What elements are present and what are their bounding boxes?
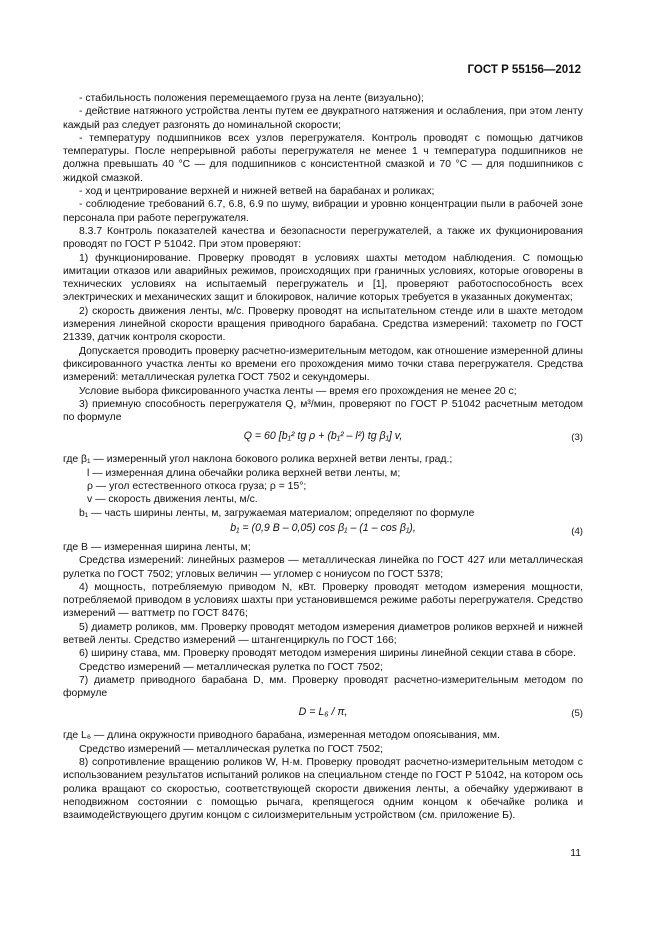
document-body — [63, 92, 583, 823]
formula-expression: b₁ = (0,9 B – 0,05) cos β₁ – (1 – cos β₁), — [230, 521, 416, 534]
definition: b₁ — часть ширины ленты, м, загружаемая материалом; определяют по формуле — [79, 507, 475, 519]
definition: v — скорость движения ленты, м/с. — [87, 494, 258, 506]
paragraph: Допускается проводить проверку расчетно-измерительным методом, как отношение измеренной длины фиксированного участка ленты ко времени его прохождения мимо точки става перегружателя. Средства измерений: металлическая рулетка ГОСТ 7502 и секундомеры. — [63, 345, 583, 384]
formula-expression: D = L₆ / π, — [298, 706, 348, 719]
definition: где B — измеренная ширина ленты, м; — [63, 541, 251, 553]
document-code: ГОСТ Р 55156—2012 — [467, 64, 581, 76]
list-item: 1) функционирование. Проверку проводят в условиях шахты методом наблюдения. С помощью имитации отказов или аварийных режимов, происходящих при граничных условиях, которые оговорены в технических условиях на испытаемый перегружатель и [1], проверяют работоспособность всех электрических и механических защит и блокировок, наличие которых требуется в указанных документах; — [63, 252, 583, 304]
list-item: 2) скорость движения ленты, м/с. Проверку проводят на испытательном стенде или в шахте методом измерения линейной скорости вращения приводного барабана. Средства измерений: тахометр по ГОСТ 21339, датчик контроля скорости. — [63, 305, 583, 344]
list-item: 7) диаметр приводного барабана D, мм. Проверку проводят расчетно-измерительным методом по формуле — [63, 674, 583, 700]
formula-5 — [63, 703, 583, 725]
formula-4-definitions — [63, 541, 583, 554]
formula-number: (4) — [571, 525, 583, 537]
definition: где L₆ — длина окружности приводного барабана, измеренная методом опоясывания, мм. — [63, 730, 500, 742]
formula-number: (5) — [571, 708, 583, 720]
formula-number: (3) — [571, 432, 583, 444]
formula-3 — [63, 427, 583, 449]
list-item: 8) сопротивление вращению роликов W, Н·м. Проверку проводят расчетно-измерительным методом с использованием результатов испытаний роликов на специальном стенде по ГОСТ Р 51042, на котором ось ролика вращают со скоростью, соответствующей скорости движения ленты, а обечайку удерживают в неподвижном состоянии с помощью рычага, крепящегося одним концом к обечайке ролика и взаимодействующего другим концом с силоизмерительным устройством (см. приложение Б). — [63, 757, 583, 822]
page-number: 11 — [570, 848, 581, 859]
list-item: 6) ширину става, мм. Проверку проводят методом измерения ширины линейной секции става в сборе. — [79, 648, 576, 660]
paragraph: Средство измерений — металлическая рулетка по ГОСТ 7502; — [79, 743, 383, 755]
paragraph: Средства измерений: линейных размеров — металлическая линейка по ГОСТ 427 или металлическая рулетка по ГОСТ 7502; угловых величин — угломер с нониусом по ГОСТ 5378; — [63, 555, 583, 580]
list-item: - соблюдение требований 6.7, 6.8, 6.9 по шуму, вибрации и уровню концентрации пыли в рабочей зоне персонала при работе перегружателя. — [63, 199, 583, 224]
list-item: - ход и центрирование верхней и нижней ветвей на барабанах и роликах; — [79, 186, 435, 198]
formula-expression: Q = 60 [b₁² tg ρ + (b₁² – l²) tg β₁] v, — [243, 430, 403, 443]
formula-4 — [63, 521, 583, 539]
list-item: - действие натяжного устройства ленты путем ее двукратного натяжения и ослабления, при этом ленту каждый раз следует разгонять до номинальной скорости; — [63, 106, 583, 131]
formula-3-definitions — [63, 453, 583, 519]
paragraph: Условие выбора фиксированного участка ленты — время его прохождения не менее 20 с; — [79, 385, 517, 397]
definition: ρ — угол естественного откоса груза; ρ = 15°; — [87, 481, 307, 493]
list-item: 3) приемную способность перегружателя Q, м³/мин, проверяют по ГОСТ Р 51042 расчетным методом по формуле — [63, 398, 583, 424]
list-item: - стабильность положения перемещаемого груза на ленте (визуально); — [79, 93, 424, 104]
list-item: 5) диаметр роликов, мм. Проверку проводят методом измерения диаметров роликов верхней и нижней ветвей ленты. Средство измерений — штангенциркуль по ГОСТ 166; — [63, 621, 583, 646]
list-item: 4) мощность, потребляемую приводом N, кВт. Проверку проводят методом измерения мощности, потребляемой приводом в условиях шахты при установившемся режиме работы перегружателя. Средство измерений — ваттметр по ГОСТ 8476; — [63, 581, 583, 620]
clause-8-3-7: 8.3.7 Контроль показателей качества и безопасности перегружателей, а также их фукционирования проводят по ГОСТ Р 51042. При этом проверяют: — [63, 225, 583, 251]
list-item: - температуру подшипников всех узлов перегружателя. Контроль проводят с помощью датчиков температуры. После непрерывной работы перегружателя не менее 1 ч температура подшипников не должна превышать 40 °С — для подшипников с консистентной смазкой и 70 °С — для подшипников с жидкой смазкой. — [63, 132, 583, 184]
definition: l — измеренная длина обечайки ролика верхней ветви ленты, м; — [87, 467, 401, 479]
paragraph: Средство измерений — металлическая рулетка по ГОСТ 7502; — [79, 661, 383, 673]
definition: где β₁ — измеренный угол наклона бокового ролика верхней ветви ленты, град.; — [63, 454, 453, 466]
